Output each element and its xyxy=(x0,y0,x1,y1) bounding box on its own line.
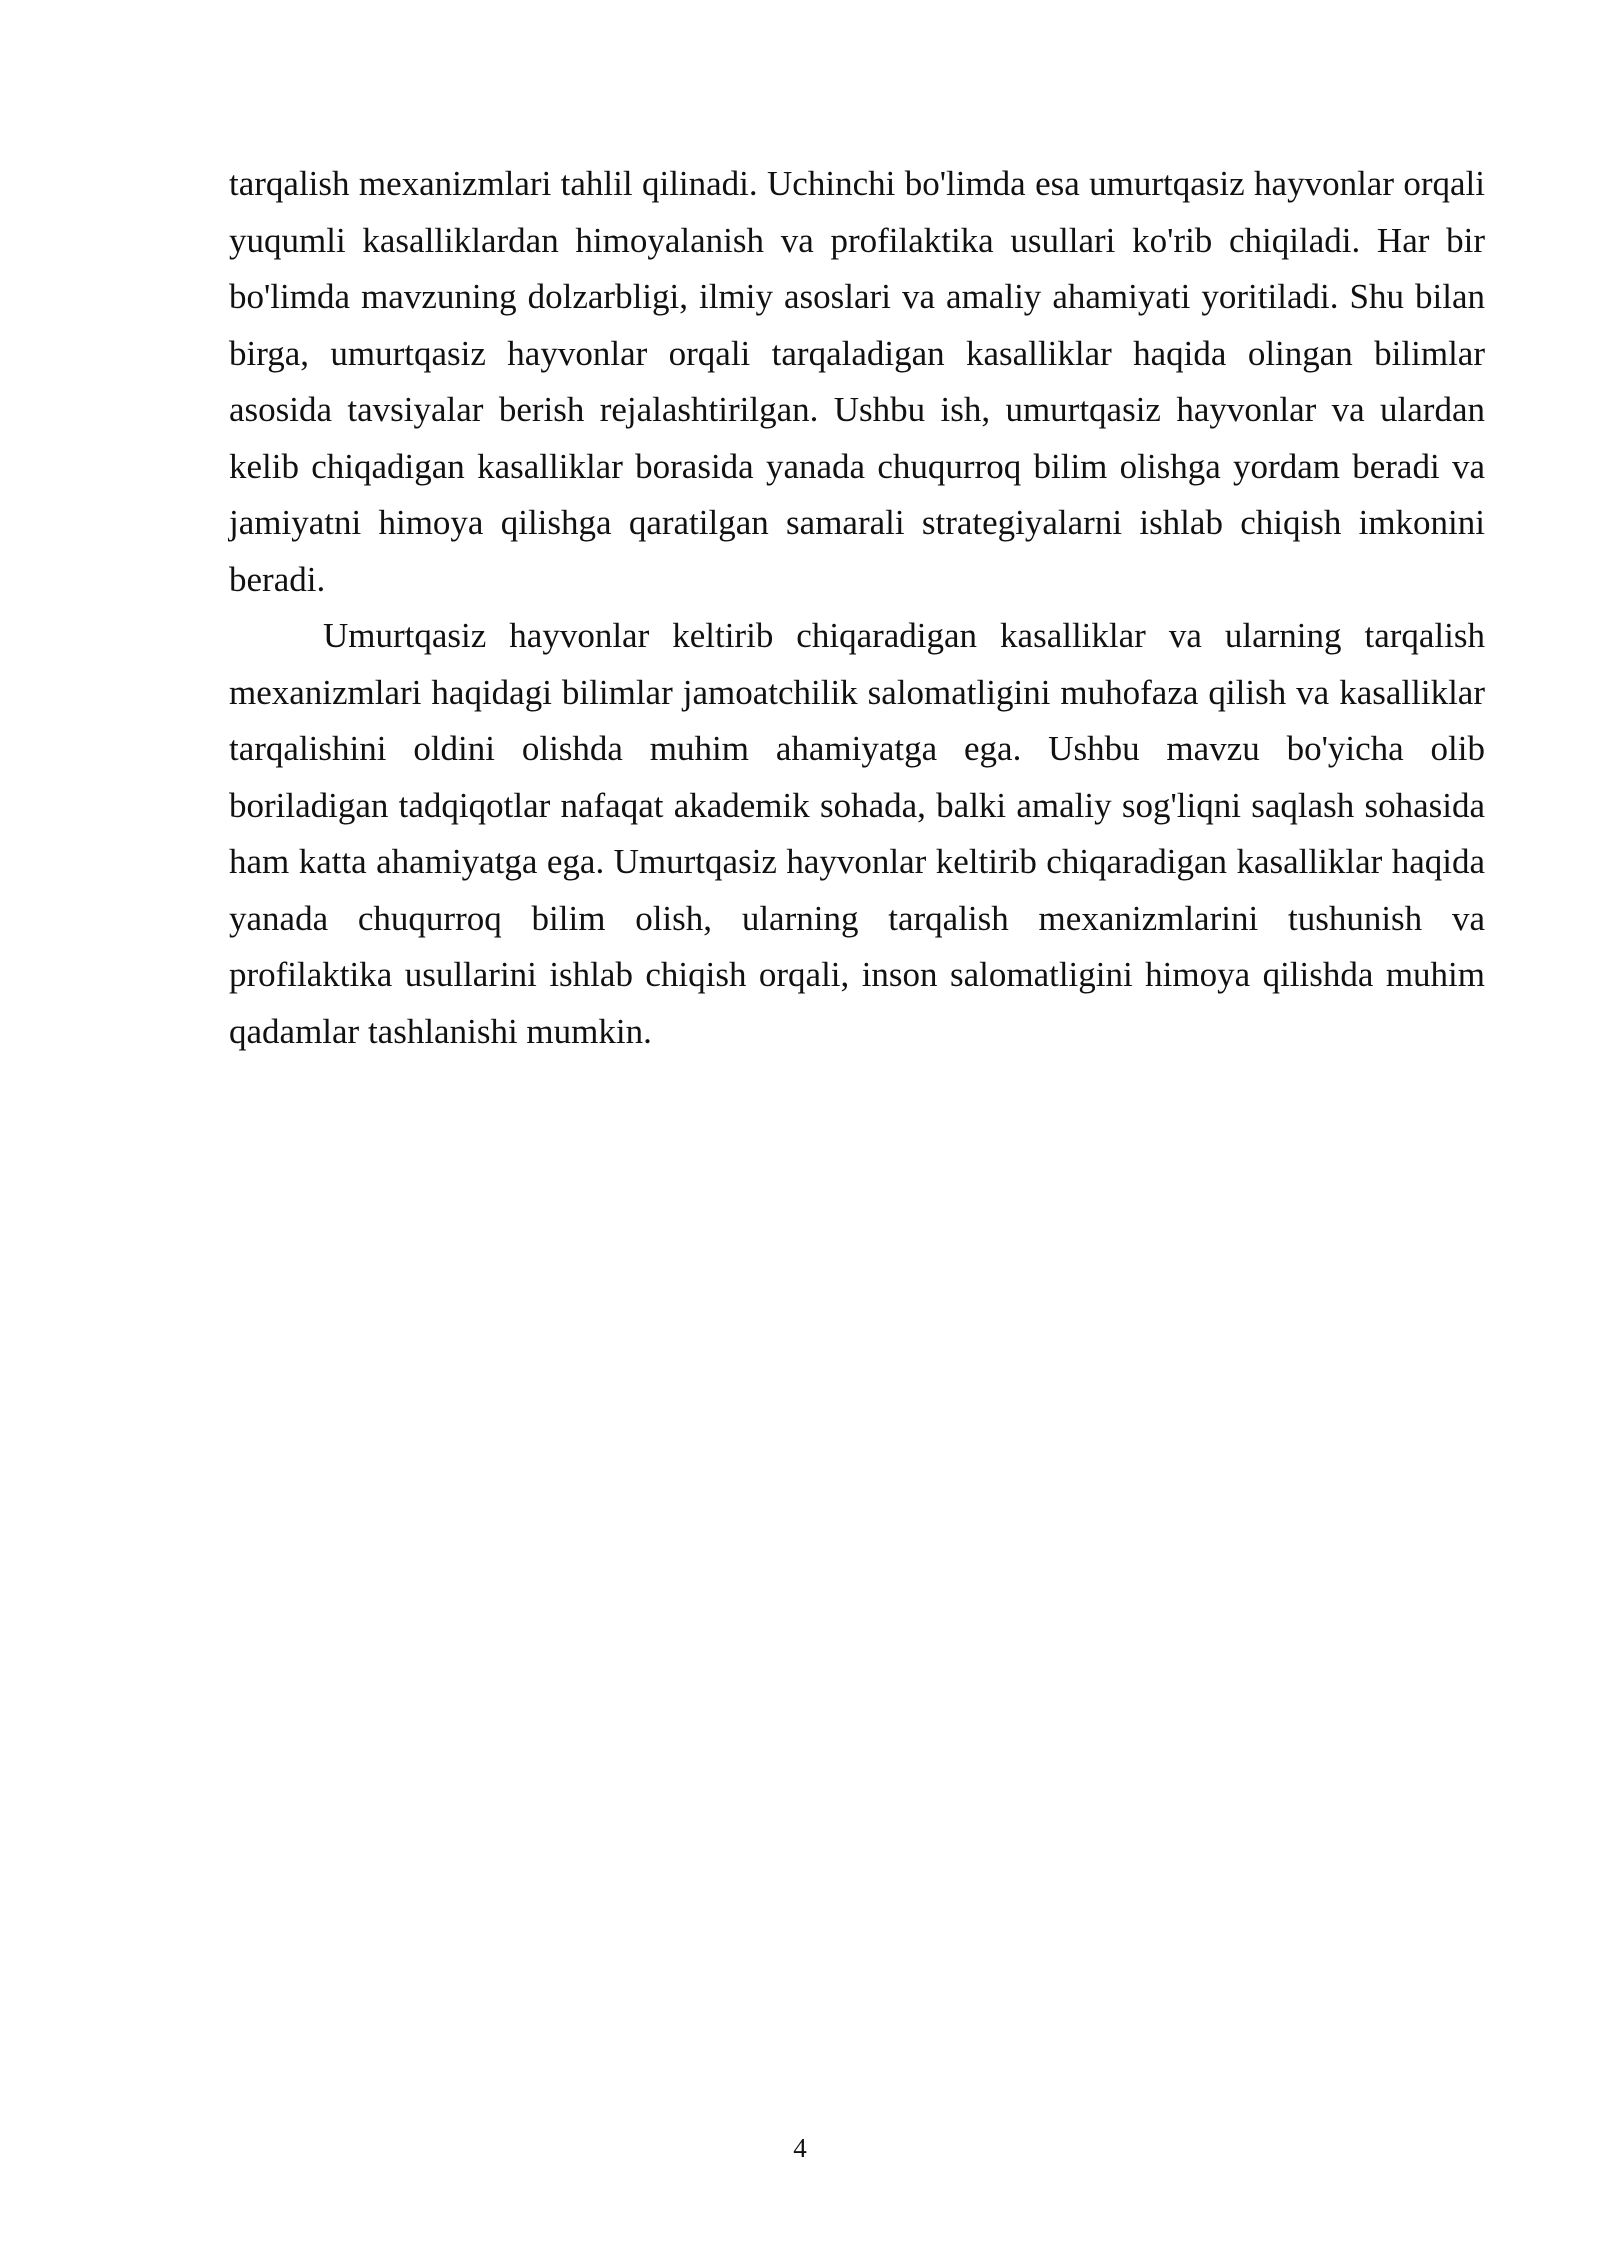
paragraph-continuation: tarqalish mexanizmlari tahlil qilinadi. Uchinchi bo'limda esa umurtqasiz hayvonlar orqali yuqumli kasalliklardan himoyalanish va profilaktika usullari ko'rib chiqiladi. Har bir bo'limda mavzuning dolzarbligi, ilmiy asoslari va amaliy ahamiyati yoritiladi. Shu bilan birga, umurtqasiz hayvonlar orqali tarqaladigan kasalliklar haqida olingan bilimlar asosida tavsiyalar berish rejalashtirilgan. Ushbu ish, umurtqasiz hayvonlar va ulardan kelib chiqadigan kasalliklar borasida yanada chuqurroq bilim olishga yordam beradi va jamiyatni himoya qilishga qaratilgan samarali strategiyalarni ishlab chiqish imkonini beradi. xyxy=(229,164,1485,599)
body-text xyxy=(229,156,1485,1060)
paragraph-importance: Umurtqasiz hayvonlar keltirib chiqaradigan kasalliklar va ularning tarqalish mexanizmlari haqidagi bilimlar jamoatchilik salomatligini muhofaza qilish va kasalliklar tarqalishini oldini olishda muhim ahamiyatga ega. Ushbu mavzu bo'yicha olib boriladigan tadqiqotlar nafaqat akademik sohada, balki amaliy sog'liqni saqlash sohasida ham katta ahamiyatga ega. Umurtqasiz hayvonlar keltirib chiqaradigan kasalliklar haqida yanada chuqurroq bilim olish, ularning tarqalish mexanizmlarini tushunish va profilaktika usullarini ishlab chiqish orqali, inson salomatligini himoya qilishda muhim qadamlar tashlanishi mumkin. xyxy=(229,616,1485,1051)
page-number: 4 xyxy=(793,2133,807,2163)
